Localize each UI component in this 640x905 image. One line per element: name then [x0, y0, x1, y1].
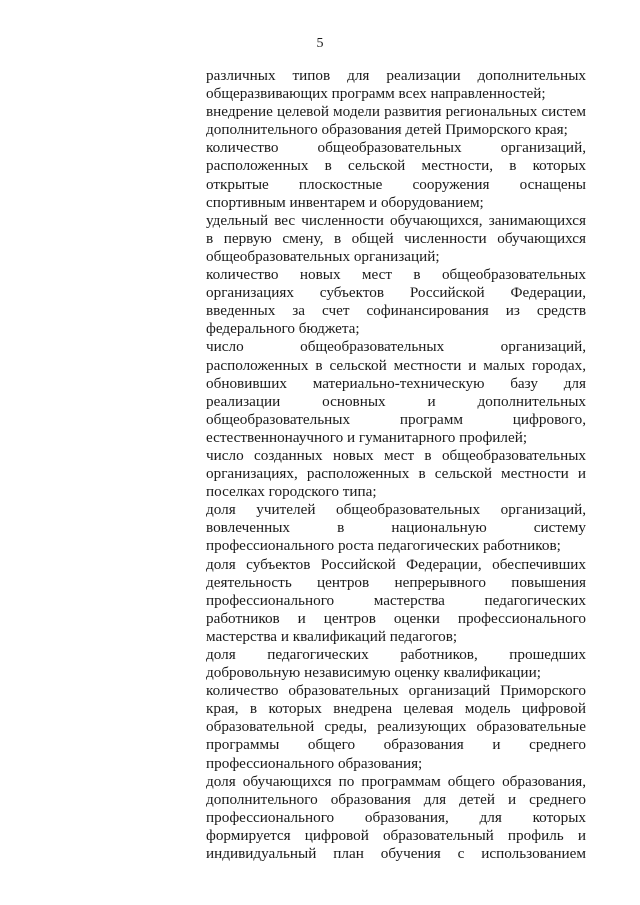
text-line: введенных за счет софинансирования из средств — [206, 302, 586, 320]
text-line: профессионального образования; — [206, 754, 423, 772]
text-line: общеобразовательных организаций; — [206, 247, 440, 265]
text-line: деятельность центров непрерывного повышения — [206, 573, 586, 591]
text-line: доля обучающихся по программам общего образования, — [206, 772, 586, 790]
text-line: спортивным инвентарем и оборудованием; — [206, 193, 484, 211]
text-line: профессионального мастерства педагогических — [206, 591, 586, 609]
text-line: вовлеченных в национальную систему — [206, 519, 586, 537]
text-line: расположенных в сельской местности, в которых — [206, 157, 586, 175]
text-line: дополнительного образования детей Приморского края; — [206, 121, 568, 139]
text-line: федерального бюджета; — [206, 320, 360, 338]
text-line: количество новых мест в общеобразовательных — [206, 266, 586, 284]
text-line: расположенных в сельской местности и малых городах, — [206, 356, 586, 374]
text-line: организациях субъектов Российской Федерации, — [206, 284, 586, 302]
text-line: профессионального роста педагогических работников; — [206, 537, 561, 555]
text-line: мастерства и квалификаций педагогов; — [206, 627, 458, 645]
text-line: программы общего образования и среднего — [206, 736, 586, 754]
text-line: количество образовательных организаций Приморского — [206, 682, 586, 700]
text-line: дополнительного образования для детей и среднего — [206, 790, 586, 808]
text-line: образовательной среды, реализующих образовательные — [206, 718, 586, 736]
text-line: удельный вес численности обучающихся, занимающихся — [206, 211, 586, 229]
text-line: формируется цифровой образовательный профиль и — [206, 826, 586, 844]
text-line: реализации основных и дополнительных — [206, 392, 586, 410]
text-line: индивидуальный план обучения с использованием — [206, 845, 586, 863]
page-number: 5 — [316, 36, 324, 51]
text-line: число созданных новых мест в общеобразовательных — [206, 446, 586, 464]
text-line: в первую смену, в общей численности обучающихся — [206, 229, 586, 247]
text-line: открытые плоскостные сооружения оснащены — [206, 175, 586, 193]
text-line: добровольную независимую оценку квалификации; — [206, 664, 541, 682]
text-line: организациях, расположенных в сельской местности и — [206, 465, 586, 483]
text-line: внедрение целевой модели развития региональных систем — [206, 103, 586, 121]
text-line: естественнонаучного и гуманитарного профилей; — [206, 428, 528, 446]
text-line: доля субъектов Российской Федерации, обеспечивших — [206, 555, 586, 573]
body-text — [206, 67, 586, 863]
text-line: доля педагогических работников, прошедших — [206, 646, 586, 663]
text-line: обновивших материально-техническую базу для — [206, 374, 586, 392]
text-line: поселках городского типа; — [206, 483, 377, 501]
text-line: края, в которых внедрена целевая модель цифровой — [206, 700, 586, 718]
text-line: число общеобразовательных организаций, — [206, 338, 586, 356]
text-line: работников и центров оценки профессионального — [206, 609, 586, 627]
text-line: количество общеобразовательных организаций, — [206, 139, 586, 157]
text-line: доля учителей общеобразовательных организаций, — [206, 501, 586, 519]
text-line: профессионального образования, для которых — [206, 808, 586, 826]
text-line: общеобразовательных программ цифрового, — [206, 410, 586, 428]
text-line: общеразвивающих программ всех направленностей; — [206, 85, 546, 103]
text-line: различных типов для реализации дополнительных — [206, 67, 586, 84]
